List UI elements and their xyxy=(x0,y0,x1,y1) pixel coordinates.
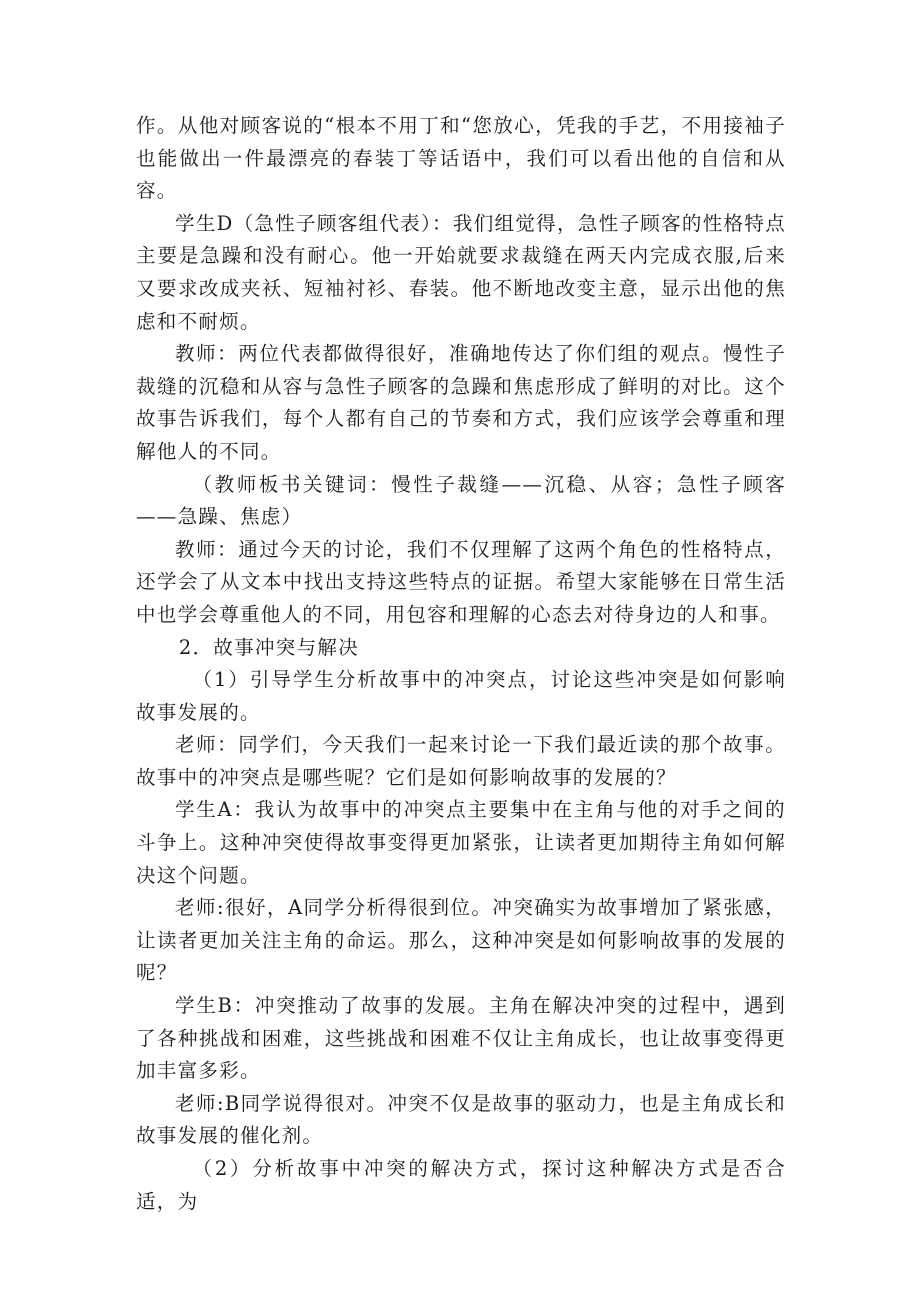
paragraph-board-keywords: （教师板书关键词：慢性子裁缝——沉稳、从容；急性子顾客——急躁、焦虑） xyxy=(136,472,786,529)
paragraph-student-a: 学生A：我认为故事中的冲突点主要集中在主角与他的对手之间的斗争上。这种冲突使得故事变得更加紧张，让读者更加期待主角如何解决这个问题。 xyxy=(136,798,786,887)
paragraph-student-d: 学生D（急性子顾客组代表）：我们组觉得，急性子顾客的性格特点主要是急躁和没有耐心。他一开始就要求裁缝在两天内完成衣服,后来又要求改成夹袄、短袖衬衫、春装。他不断地改变主意，显示出他的焦虑和不耐烦。 xyxy=(136,211,786,333)
paragraph-teacher-closing: 教师：通过今天的讨论，我们不仅理解了这两个角色的性格特点，还学会了从文本中找出支持这些特点的证据。希望大家能够在日常生活中也学会尊重他人的不同，用包容和理解的心态去对待身边的人和事。 xyxy=(136,537,786,626)
paragraph-continuation: 作。从他对顾客说的“根本不用丁和“您放心，凭我的手艺，不用接袖子也能做出一件最漂亮的春装丁等话语中，我们可以看出他的自信和从容。 xyxy=(136,114,786,203)
paragraph-teacher-response-a: 老师:很好，A同学分析得很到位。冲突确实为故事增加了紧张感，让读者更加关注主角的命运。那么，这种冲突是如何影响故事的发展的呢？ xyxy=(136,896,786,985)
paragraph-teacher-summary: 教师：两位代表都做得很好，准确地传达了你们组的观点。慢性子裁缝的沉稳和从容与急性子顾客的急躁和焦虑形成了鲜明的对比。这个故事告诉我们，每个人都有自己的节奏和方式，我们应该学会尊重和理解他人的不同。 xyxy=(136,342,786,463)
paragraph-teacher-response-b: 老师:B同学说得很对。冲突不仅是故事的驱动力，也是主角成长和故事发展的催化剂。 xyxy=(136,1091,786,1148)
paragraph-teacher-question: 老师：同学们，今天我们一起来讨论一下我们最近读的那个故事。故事中的冲突点是哪些呢？它们是如何影响故事的发展的？ xyxy=(136,733,786,789)
section-heading: 2．故事冲突与解决 xyxy=(178,635,359,659)
paragraph-task-1: （1）引导学生分析故事中的冲突点，讨论这些冲突是如何影响故事发展的。 xyxy=(136,668,786,724)
paragraph-student-b: 学生B：冲突推动了故事的发展。主角在解决冲突的过程中，遇到了各种挑战和困难，这些挑战和困难不仅让主角成长，也让故事变得更加丰富多彩。 xyxy=(136,994,786,1083)
document-body xyxy=(136,110,786,1218)
paragraph-task-2: （2）分析故事中冲突的解决方式，探讨这种解决方式是否合适，为 xyxy=(136,1157,786,1213)
